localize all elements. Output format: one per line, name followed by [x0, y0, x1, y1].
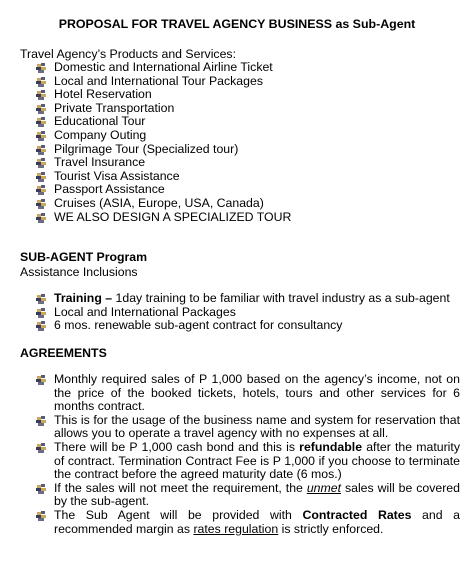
agreement-text: and a recommended margin as: [54, 507, 460, 536]
list-item: [36, 292, 450, 306]
list-item: [36, 88, 291, 102]
list-item: [36, 211, 291, 225]
list-item: [36, 183, 291, 197]
list-item-text: Tourist Visa Assistance: [54, 168, 180, 183]
list-item-text: Local and International Packages: [54, 304, 236, 319]
agreement-text: Monthly required sales of P 1,000 based on the agency’s income, not on the price of the booked tickets, hotels, tours and other services for 6 months contract.: [54, 372, 460, 414]
list-item-text: 6 mos. renewable sub-agent contract for consultancy: [54, 318, 343, 333]
book-stack-icon: [36, 104, 47, 114]
list-item-text: Private Transportation: [54, 100, 175, 115]
agreements-list: [36, 373, 460, 536]
list-item-text: WE ALSO DESIGN A SPECIALIZED TOUR: [54, 209, 292, 224]
list-item: [36, 129, 291, 143]
list-item: [36, 61, 291, 75]
book-stack-icon: [36, 321, 47, 331]
agreement-text: sales will be covered by the sub-agent.: [54, 480, 460, 509]
list-item: [36, 75, 291, 89]
book-stack-icon: [36, 308, 47, 318]
document-title: PROPOSAL FOR TRAVEL AGENCY BUSINESS as Sub-Agent: [58, 17, 416, 31]
list-item: [36, 319, 450, 333]
refundable-text: refundable: [299, 439, 363, 454]
agreement-item: [36, 414, 460, 441]
book-stack-icon: [36, 145, 47, 155]
list-item-text: Educational Tour: [54, 114, 146, 129]
agreement-item: [36, 373, 460, 414]
list-item: [36, 115, 291, 129]
list-item-text: Cruises (ASIA, Europe, USA, Canada): [54, 195, 264, 210]
contracted-rates-text: Contracted Rates: [302, 507, 412, 522]
list-item-text: Company Outing: [54, 127, 147, 142]
book-stack-icon: [36, 158, 47, 168]
book-stack-icon: [36, 375, 47, 385]
book-stack-icon: [36, 172, 47, 182]
book-stack-icon: [36, 511, 47, 521]
list-item-text: Passport Assistance: [54, 182, 165, 197]
book-stack-icon: [36, 199, 47, 209]
agreement-item: [36, 441, 460, 482]
agreement-item: [36, 482, 460, 509]
book-stack-icon: [36, 117, 47, 127]
agreement-item: [36, 509, 460, 536]
book-stack-icon: [36, 77, 47, 87]
unmet-text: unmet: [306, 480, 342, 495]
subagent-subheading: Assistance Inclusions: [20, 265, 138, 279]
list-item-text: Local and International Tour Packages: [54, 73, 263, 88]
agreement-text: There will be P 1,000 cash bond and this is: [54, 439, 300, 454]
book-stack-icon: [36, 131, 47, 141]
book-stack-icon: [36, 185, 47, 195]
agreement-text: is strictly enforced.: [278, 521, 384, 536]
training-text: 1day training to be familiar with travel industry as a sub-agent: [112, 291, 450, 305]
book-stack-icon: [36, 484, 47, 494]
list-item: [36, 156, 291, 170]
products-list: [36, 61, 291, 224]
subagent-heading: SUB-AGENT Program: [20, 250, 148, 264]
products-heading: Travel Agency’s Products and Services:: [20, 47, 236, 61]
list-item-text: Travel Insurance: [54, 155, 146, 170]
list-item-text: Domestic and International Airline Ticket: [54, 60, 273, 74]
book-stack-icon: [36, 416, 47, 426]
list-item: [36, 170, 291, 184]
agreements-heading: AGREEMENTS: [20, 346, 107, 360]
agreement-text: This is for the usage of the business name and system for reservation that allows you to operate a travel agency with no expenses at all.: [54, 412, 460, 441]
list-item: [36, 143, 291, 157]
rates-regulation-text: rates regulation: [193, 521, 279, 536]
agreement-text: The Sub Agent will be provided with: [54, 507, 303, 522]
agreement-text: If the sales will not meet the requirement, the: [54, 480, 307, 495]
list-item-text: Hotel Reservation: [54, 87, 152, 102]
agreement-text: after the maturity of contract. Termination Contract Fee is P 1,000 if you choose to terminate the contract before the agreed maturity date (6 mos.): [54, 439, 460, 482]
book-stack-icon: [36, 443, 47, 453]
book-stack-icon: [36, 90, 47, 100]
list-item: [36, 306, 450, 320]
subagent-list: [36, 292, 450, 333]
book-stack-icon: [36, 294, 47, 304]
list-item-text: Pilgrimage Tour (Specialized tour): [54, 141, 239, 156]
training-label: Training –: [54, 291, 113, 305]
book-stack-icon: [36, 63, 47, 73]
list-item: [36, 102, 291, 116]
book-stack-icon: [36, 213, 47, 223]
list-item: [36, 197, 291, 211]
